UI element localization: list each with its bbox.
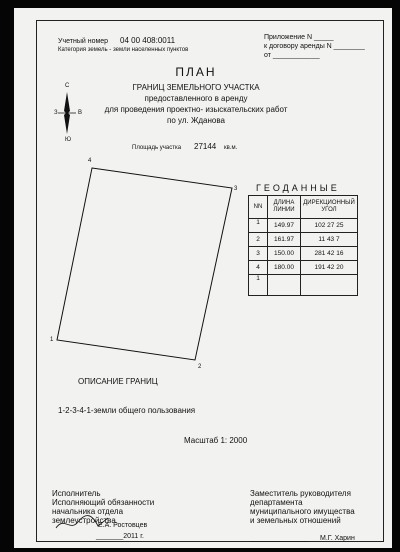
plan-point-3: 3 [234,186,238,192]
geodata-angle: 281 42 16 [301,247,358,261]
signature-right-line-3: муниципального имущества [250,507,355,516]
scale-label: Масштаб 1: 2000 [184,436,248,445]
geodata-col-nn: NN [249,196,268,219]
geodata-point: 3 [249,247,268,261]
account-number-value: 04 00 408:0011 [120,36,176,45]
account-number-label: Учетный номер [58,38,109,45]
signature-right-line-4: и земельных отношений [250,516,341,525]
plan-point-1: 1 [50,337,54,343]
title-line-1: ГРАНИЦ ЗЕМЕЛЬНОГО УЧАСТКА [132,83,260,92]
appendix-line: Приложение N _____ [264,34,334,41]
plan-point-4: 4 [88,158,92,164]
area-unit: кв.м. [224,145,238,151]
geodata-length: 149.97 [268,219,301,233]
signature-left-name: Е.А. Ростовцев [98,522,148,529]
geodata-point: 4 [249,261,268,275]
geodata-heading: ГЕОДАННЫЕ [256,183,340,193]
geodata-length: 180.00 [268,261,301,275]
lease-contract-line: к договору аренды N ________ [264,43,365,50]
geodata-length: 161.97 [268,233,301,247]
geodata-col-angle: ДИРЕКЦИОННЫЙ УГОЛ [301,196,358,219]
geodata-angle: 191 42 20 [301,261,358,275]
land-category: Категория земель - земли населенных пунктов [58,47,189,53]
signature-left-line-3: начальника отдела [52,507,124,516]
compass-south-label: Ю [65,137,72,143]
from-date-line: от ____________ [264,52,320,59]
area-label: Площадь участка [132,145,182,151]
geodata-length: 150.00 [268,247,301,261]
geodata-table [248,195,358,296]
geodata-angle: 102 27 25 [301,219,358,233]
geodata-point: 1 [249,219,268,233]
plan-title: ПЛАН [175,65,217,79]
compass-north-label: С [65,83,70,89]
signature-right-sign-line: _______________ [250,535,309,542]
geodata-point: 2 [249,233,268,247]
signature-left-line-4: землеустройства [52,516,116,525]
signature-right-line-1: Заместитель руководителя [250,489,351,498]
signature-left-line-1: Исполнитель [52,489,101,498]
compass-west-label: З [54,110,58,116]
geodata-angle: 11 43 7 [301,233,358,247]
area-value: 27144 [194,142,217,151]
plan-point-2: 2 [198,364,202,370]
geodata-point: 1 [249,275,268,296]
signature-right-name: М.Г. Харин [320,535,355,542]
compass-east-label: В [78,110,83,116]
parcel-boundary [57,168,232,360]
geodata-col-length: ДЛИНА ЛИНИИ [268,196,301,219]
signature-right-line-2: департамента [250,498,303,507]
title-line-2: предоставленного в аренду [144,94,248,103]
signature-left-date: _______2011 г. [96,533,144,540]
title-line-4: по ул. Жданова [167,116,225,125]
signature-left-line-2: Исполняющий обязанности [52,498,155,507]
boundaries-text: 1-2-3-4-1-земли общего пользования [58,406,196,415]
title-line-3: для проведения проектно- изыскательских работ [104,105,288,114]
boundaries-heading: ОПИСАНИЕ ГРАНИЦ [78,377,158,386]
